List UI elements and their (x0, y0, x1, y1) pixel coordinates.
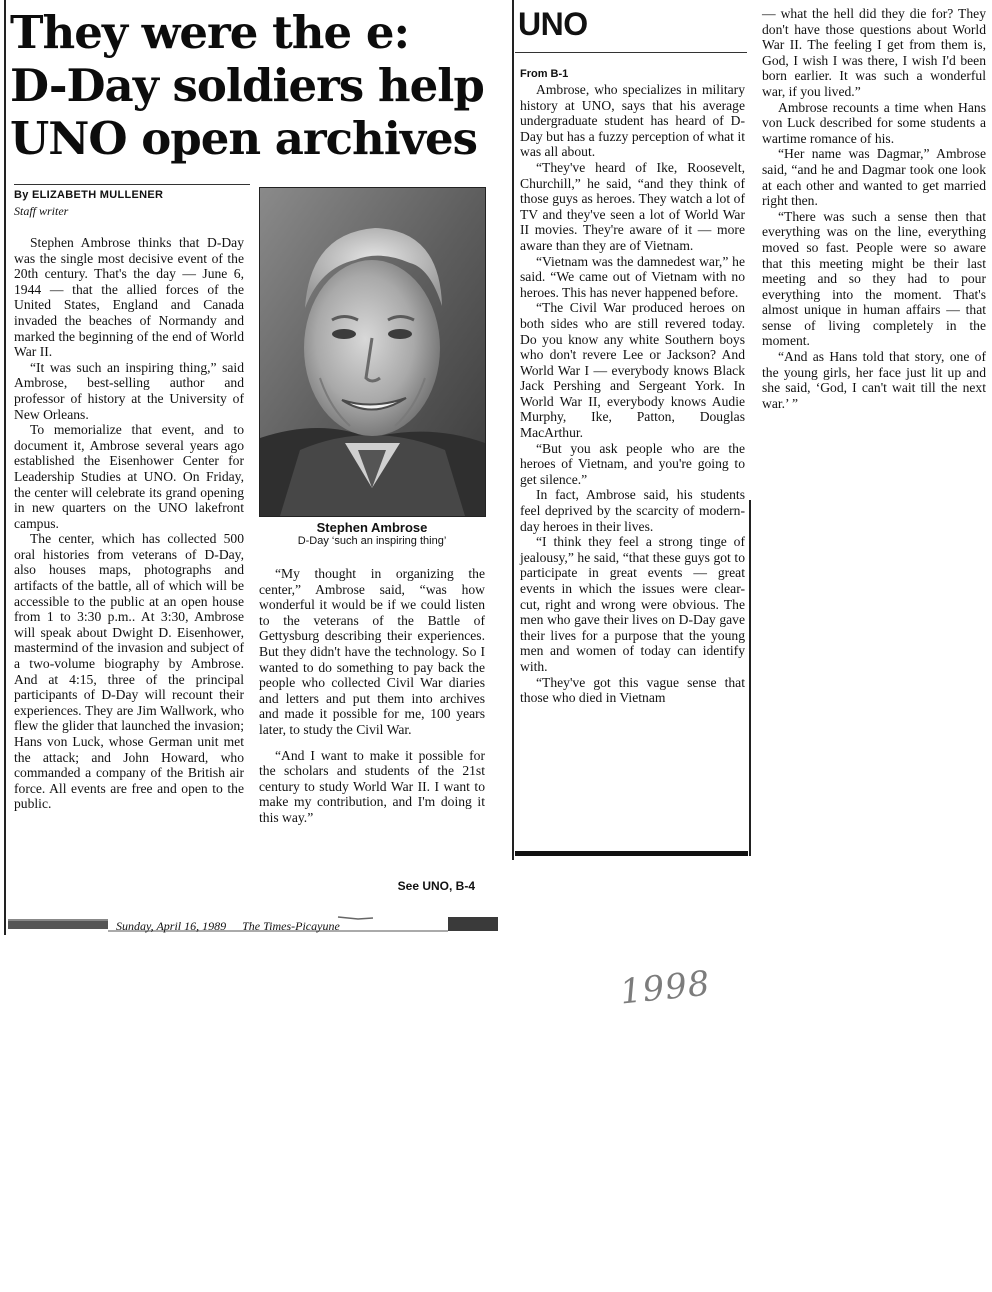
paragraph: “And I want to make it possible for the scholars and students of the 21st century to study World War II. I want to make my contribution, and I'm doing it this way.” (259, 747, 485, 825)
paragraph: “Her name was Dagmar,” Ambrose said, “and he and Dagmar took one look at each other and wanted to get married right then. (762, 146, 986, 209)
footer-publication: The Times-Picayune (242, 919, 340, 933)
paragraph: Stephen Ambrose thinks that D-Day was the single most decisive event of the 20th century. That's the day — June 6, 1944 — that the allied forces of the United States, England and Canada invaded the beaches of Normandy and marked the beginning of the end of World War II. (14, 235, 244, 360)
headline-line-1: They were the e: (10, 6, 410, 59)
paragraph: “I think they feel a strong tinge of jealousy,” he said, “that these guys got to participate in great events — great events in which the issues were clear-cut, right and wrong were obvious. The men who gave their lives on D-Day gave their lives for a purpose that the young men and women of today can identify with. (520, 534, 745, 674)
paragraph: “My thought in organizing the center,” Ambrose said, “was how wonderful it would be if we could listen to the veterans of the Battle of Gettysburg describing their experiences. But they didn't have the technology. So I wanted to do something to pay back the people who collected Civil War diaries and letters and put them into archives and made it possible for me, 100 years later, to study the Civil War. (259, 566, 485, 737)
handwritten-year-note: 1998 (618, 963, 713, 1013)
jump-line: See UNO, B-4 (397, 879, 475, 893)
continuation-rule (515, 52, 747, 53)
portrait-image (260, 188, 485, 516)
paragraph: Ambrose recounts a time when Hans von Luck described for some students a wartime romance of his. (762, 99, 986, 146)
paragraph: The center, which has collected 500 oral histories from veterans of D-Day, also houses maps, photographs and artifacts of the battle, all of which will be accessible to the public at an open house from 1 to 3:30 p.m.. At 3:30, Ambrose will speak about Dwight D. Eisenhower, mastermind of the invasion and subject of a two-volume biography by Ambrose. And at 4:15, three of the principal participants of D-Day will recount their experiences. They are Jim Wallwork, who flew the glider that launched the invasion; Hans von Luck, whose German unit met the attack; and John Howard, who commanded a company of the British air force. All events are free and open to the public. (14, 531, 244, 812)
column-end-bar (515, 851, 748, 856)
paragraph: Ambrose, who specializes in military history at UNO, says that his average undergraduate student has heard of D-Day but has a fuzzy perception of what it was all about. (520, 82, 745, 160)
photo-caption-subtitle: D-Day ‘such an inspiring thing’ (297, 535, 447, 547)
article-column-2 (259, 566, 485, 826)
continuation-head: UNO (518, 6, 588, 42)
paragraph: “They've heard of Ike, Roosevelt, Churchill,” he said, “and they think of those guys as heroes. They watch a lot of TV and they've seen a lot of World War II movies. They're aware of it — more aware than they are of Vietnam. (520, 159, 745, 253)
paragraph: “But you ask people who are the heroes of Vietnam, and you're going to get silence.” (520, 440, 745, 487)
byline-rule (14, 184, 250, 185)
paragraph: “The Civil War produced heroes on both sides who are still revered today. Do you know any white Southern boys who don't revere Lee or Jackson? And World War I — everybody knows Black Jack Pershing and Sergeant York. In World War II, everybody knows Audie Murphy, Ike, Patton, Douglas MacArthur. (520, 300, 745, 441)
staff-label: Staff writer (14, 204, 69, 218)
portrait-photo (259, 187, 486, 517)
paragraph: “Vietnam was the damnedest war,” he said. “We came out of Vietnam with no heroes. This has never happened before. (520, 253, 745, 300)
footer-dateline (116, 919, 340, 934)
article-column-4 (762, 6, 986, 411)
headline (10, 6, 490, 165)
clipping-left-border (4, 0, 6, 935)
photo-caption-name: Stephen Ambrose (316, 520, 428, 535)
paragraph: “And as Hans told that story, one of the young girls, her face just lit up and she said, ‘God, I can't wait till the next war.’ ” (762, 349, 986, 411)
paragraph: “There was such a sense then that everything was on the line, everything moved so fast. People were so aware that this meeting might be their last meeting and so they had to pour everything into the moment. That's almost unique in human affairs — that sense of living completely in the moment. (762, 208, 986, 349)
paragraph: “It was such an inspiring thing,” said Ambrose, best-selling author and professor of history at the University of New Orleans. (14, 359, 244, 422)
continued-from-label: From B-1 (520, 68, 569, 80)
paragraph: “They've got this vague sense that those who died in Vietnam (520, 674, 745, 706)
article-column-1 (14, 235, 244, 812)
paragraph: In fact, Ambrose said, his students feel deprived by the scarcity of modern-day heroes in their lives. (520, 487, 745, 534)
headline-line-2: D-Day soldiers help (10, 59, 484, 112)
footer-date: Sunday, April 16, 1989 (116, 919, 227, 933)
article-column-3 (520, 82, 745, 706)
headline-line-3: UNO open archives (10, 112, 477, 165)
column-divider (512, 0, 514, 860)
column-side-rule (749, 500, 751, 856)
paragraph: — what the hell did they die for? They don't have those questions about World War II. The feeling I get from them is, God, I wish I was there, I wish I'd been born earlier. It was such a wonderful war, if you lived.” (762, 6, 986, 99)
paragraph: To memorialize that event, and to document it, Ambrose several years ago established the Eisenhower Center for Leadership Studies at UNO. On Friday, the center will celebrate its grand opening in new quarters on the UNO lakefront campus. (14, 422, 244, 531)
byline: By ELIZABETH MULLENER (14, 189, 164, 201)
